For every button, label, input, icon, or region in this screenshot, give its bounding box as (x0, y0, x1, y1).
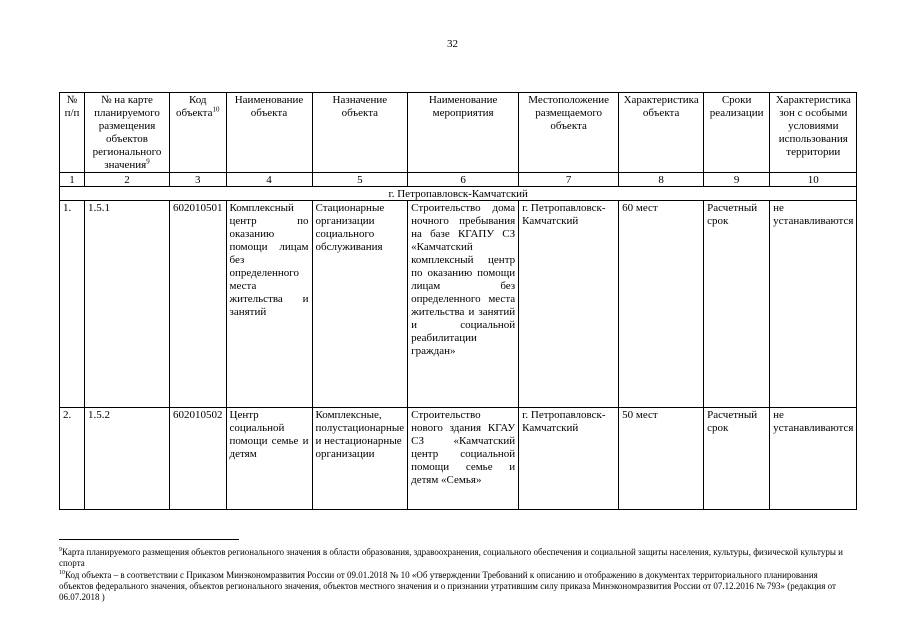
map-number: 1.5.1 (85, 201, 170, 408)
action-name: Строительство нового здания КГАУ СЗ «Камчатский центр социальной помощи семье и детям «Семья» (408, 408, 519, 510)
header-row (60, 93, 857, 173)
column-number: 9 (704, 173, 770, 187)
object-characteristic: 50 мест (619, 408, 704, 510)
section-row (60, 187, 857, 201)
map-number: 1.5.2 (85, 408, 170, 510)
object-purpose: Стационарные организации социального обслуживания (312, 201, 408, 408)
object-purpose: Комплексные, полустационарные и нестационарные организации (312, 408, 408, 510)
object-characteristic: 60 мест (619, 201, 704, 408)
object-name: Центр социальной помощи семье и детям (226, 408, 312, 510)
header-cell: № на карте планируемого размещения объектов регионального значения$^9$ (85, 93, 170, 173)
column-number: 3 (170, 173, 227, 187)
footnote-divider (59, 539, 239, 540)
header-cell: № п/п (60, 93, 85, 173)
footnote-text: Код объекта – в соответствии с Приказом Минэкономразвития России от 09.01.2018 № 10 «Об утверждении Требований к описанию и отображению в документах территориального планирования объектов федерального значения, объектов регионального значения, объектов местного значения и о признании утратившим силу приказа Минэкономразвития России от 07.12.2016 № 793» (редакция от 06.07.2018 ) (59, 569, 836, 603)
header-cell: Местоположение размещаемого объекта (519, 93, 619, 173)
table-row (60, 201, 857, 408)
column-number: 1 (60, 173, 85, 187)
row-number: 1. (60, 201, 85, 408)
header-cell: Характеристика зон с особыми условиями использования территории (770, 93, 857, 173)
page-number: 32 (447, 38, 458, 50)
table-row (60, 408, 857, 510)
column-number: 2 (85, 173, 170, 187)
column-number: 7 (519, 173, 619, 187)
column-number: 8 (619, 173, 704, 187)
header-cell: Сроки реализации (704, 93, 770, 173)
object-name: Комплексный центр по оказанию помощи лицам без определенного места жительства и занятий (226, 201, 312, 408)
regional-objects-table (59, 92, 857, 510)
row-number: 2. (60, 408, 85, 510)
column-number: 6 (408, 173, 519, 187)
object-code: 602010501 (170, 201, 227, 408)
implementation-term: Расчетный срок (704, 408, 770, 510)
section-title: г. Петропавловск-Камчатский (60, 187, 857, 201)
footnote (59, 570, 849, 604)
footnotes (59, 547, 849, 603)
header-cell: Наименование мероприятия (408, 93, 519, 173)
footnote-text: Карта планируемого размещения объектов регионального значения в области образования, здравоохранения, социального обеспечения и социальной защиты населения, культуры, физической культуры и спорта (59, 547, 843, 569)
object-location: г. Петропавловск-Камчатский (519, 201, 619, 408)
footnote-ref: 9 (146, 157, 150, 166)
special-zones: не устанавливаются (770, 201, 857, 408)
footnote-marker: 10 (59, 569, 65, 576)
object-location: г. Петропавловск-Камчатский (519, 408, 619, 510)
object-code: 602010502 (170, 408, 227, 510)
column-number: 5 (312, 173, 408, 187)
header-cell: Характеристика объекта (619, 93, 704, 173)
column-number: 4 (226, 173, 312, 187)
footnote (59, 547, 849, 570)
header-cell: Назначение объекта (312, 93, 408, 173)
special-zones: не устанавливаются (770, 408, 857, 510)
footnote-ref: 10 (212, 105, 220, 114)
footnote-marker: 9 (59, 547, 62, 553)
column-number: 10 (770, 173, 857, 187)
action-name: Строительство дома ночного пребывания на базе КГАПУ СЗ «Камчатский комплексный центр по оказанию помощи лицам без определенного места жительства и занятий и социальной реабилитации граждан» (408, 201, 519, 408)
header-cell: Наименование объекта (226, 93, 312, 173)
header-cell: Код объекта$^{10}$ (170, 93, 227, 173)
implementation-term: Расчетный срок (704, 201, 770, 408)
column-number-row (60, 173, 857, 187)
